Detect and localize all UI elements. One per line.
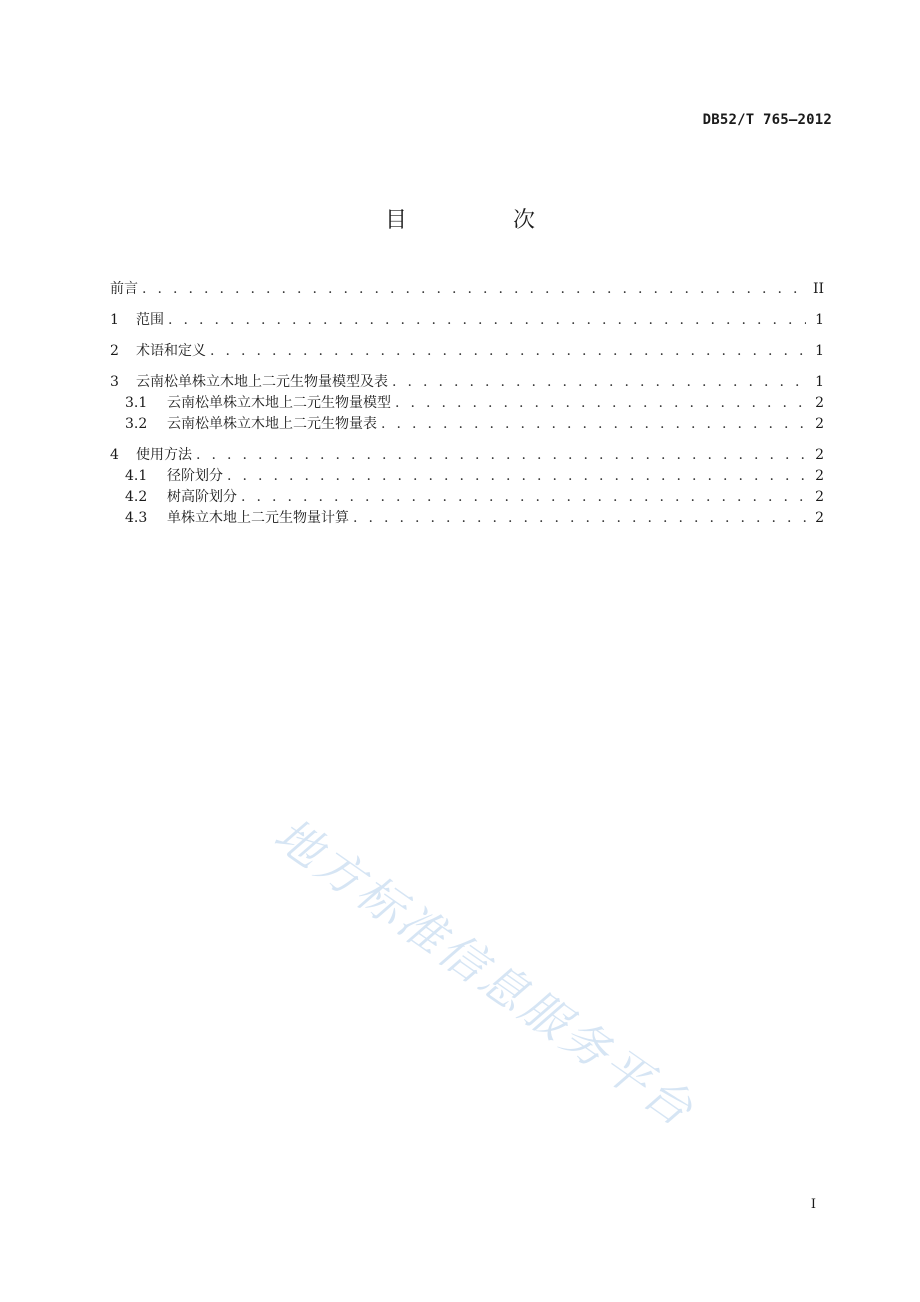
toc-entry-label: 术语和定义 [136, 343, 206, 359]
toc-entry-number: 3.1 [125, 395, 148, 411]
toc-entry-label: 云南松单株立木地上二元生物量表 [167, 416, 377, 432]
toc-entry-page: 1 [815, 374, 824, 390]
toc-entry-number: 4.3 [125, 510, 148, 526]
toc-entry[interactable] [110, 372, 824, 393]
toc-dot-leader [210, 341, 806, 362]
toc-entry-label: 树高阶划分 [167, 489, 237, 505]
toc-entry-number: 4.1 [125, 468, 148, 484]
toc-entry-page: 2 [815, 489, 824, 505]
toc-entry-label: 使用方法 [136, 447, 192, 463]
toc-entry-page: II [812, 281, 824, 297]
toc-entry-page: 2 [815, 510, 824, 526]
toc-entry[interactable] [110, 393, 824, 414]
toc-entry-number: 4.2 [125, 489, 148, 505]
toc-dot-leader [353, 508, 806, 529]
toc-entry-number: 1 [110, 312, 119, 328]
toc-entry-page: 2 [815, 447, 824, 463]
toc-entry-label: 云南松单株立木地上二元生物量模型 [167, 395, 391, 411]
toc-entry[interactable] [110, 466, 824, 487]
toc-entry-page: 2 [815, 416, 824, 432]
toc-dot-leader [168, 310, 806, 331]
toc-entry-page: 2 [815, 468, 824, 484]
toc-dot-leader [392, 372, 806, 393]
toc-dot-leader [241, 487, 806, 508]
toc-entry[interactable] [110, 487, 824, 508]
table-of-contents [110, 279, 824, 529]
toc-entry[interactable] [110, 445, 824, 466]
toc-entry-number: 2 [110, 343, 119, 359]
toc-entry[interactable] [110, 341, 824, 362]
toc-entry-label: 范围 [136, 312, 164, 328]
watermark: 地方标准信息服务平台 [264, 807, 706, 1139]
toc-dot-leader [381, 414, 806, 435]
toc-entry-number: 3.2 [125, 416, 148, 432]
toc-entry-label: 前言 [110, 281, 138, 297]
toc-entry[interactable] [110, 414, 824, 435]
toc-dot-leader [395, 393, 806, 414]
toc-entry-number: 4 [110, 447, 119, 463]
toc-entry-label: 径阶划分 [167, 468, 223, 484]
toc-entry[interactable] [110, 279, 824, 300]
page-number: I [810, 1197, 816, 1212]
toc-entry-label: 单株立木地上二元生物量计算 [167, 510, 349, 526]
toc-dot-leader [142, 279, 805, 300]
toc-entry[interactable] [110, 508, 824, 529]
toc-dot-leader [196, 445, 806, 466]
toc-entry-page: 1 [815, 312, 824, 328]
toc-entry-number: 3 [110, 374, 119, 390]
toc-entry-page: 1 [815, 343, 824, 359]
toc-dot-leader [227, 466, 806, 487]
page-title: 目 次 [384, 208, 577, 233]
document-code: DB52/T 765—2012 [702, 112, 832, 128]
toc-entry-label: 云南松单株立木地上二元生物量模型及表 [136, 374, 388, 390]
toc-entry[interactable] [110, 310, 824, 331]
toc-entry-page: 2 [815, 395, 824, 411]
